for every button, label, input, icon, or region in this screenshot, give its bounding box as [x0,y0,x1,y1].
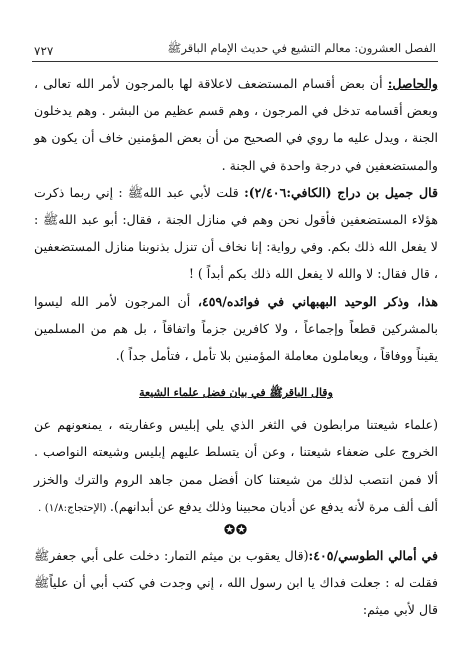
paragraph-lead: في أمالي الطوسي/٤٠٥: [308,548,438,564]
paragraph-text: أن المرجون لأمر الله ليسوا بالمشركين قطعاً وإجماعاً ، ولا كافرين جزماً واتفاقاً ، بل هم من المسلمين يقيناً ووفاقاً ، ويعاملون معاملة المؤمنين بلا تأمل ، فتأمل جداً ). [34,293,438,364]
section-heading: وقال الباقرﷺ في بيان فضل علماء الشيعة [139,386,333,400]
paragraph-text: قلت لأبي عبد اللهﷺ : إني ربما ذكرت هؤلاء المستضعفين فأقول نحن وهم في منازل الجنة ، فقال: أبو عبد اللهﷺ : لا يفعل الله ذلك بكم. وفي رواية: إنا نخاف أن تنزل بذنوبنا منازل المستضعفين ، قال فقال: لا والله لا يفعل الله ذلك بكم أبداً ) ! [34,184,438,282]
chapter-title: الفصل العشرون: معالم التشيع في حديث الإمام الباقرﷺ [167,41,436,55]
header-rule [32,61,438,62]
paragraph-jamil-narration [34,179,438,288]
paragraph-bahbahani [34,288,438,370]
page-body [34,70,438,624]
paragraph-text: (علماء شيعتنا مرابطون في الثغر الذي يلي إبليس وعفاريته ، يمنعونهم عن الخروج على ضعفاء شيعتنا ، وعن أن يتسلط عليهم إبليس وشيعته النواصب . ألا فمن انتصب لذلك من شيعتنا كان أفضل ممن جاهد الروم والترك والخزر ألف ألف مرة لأنه يدفع عن أديان محبينا وذلك يدفع عن أبدانهم). [34,417,438,514]
paragraph-amali-tusi [34,542,438,624]
paragraph-lead: قال جميل بن دراج (الكافي:٢/٤٠٦): [244,184,438,200]
paragraph-scholars-hadith [34,411,438,522]
ornament-divider: ✪✪ [224,523,248,539]
page-number: ٧٢٧ [34,44,54,58]
paragraph-lead: والحاصل: [387,76,438,91]
paragraph-text: أن بعض أقسام المستضعف لاعلاقة لها بالمرجون لأمر الله تعالى ، وبعض أقسامه تدخل في المرجون ، وهم قسم عظيم من البشر . وهم يدخلون الجنة ، ويدل عليه ما روي في الصحيح من أن بعض المؤمنين خاف أن يكون هو والمستضعفين في درجة واحدة في الجنة . [34,76,438,173]
source-reference: (الإحتجاج:١/٨) . [38,501,110,514]
paragraph-conclusion [34,70,438,179]
running-header [34,40,436,58]
paragraph-lead: هذا، وذكر الوحيد البهبهاني في فوائده/٤٥٩، [197,293,438,309]
paragraph-text: (قال يعقوب بن ميثم التمار: دخلت على أبي جعفرﷺ فقلت له : جعلت فداك يا ابن رسول الله ، إني وجدت في كتب أبي أن علياًﷺ قال لأبي ميثم: [34,548,438,618]
